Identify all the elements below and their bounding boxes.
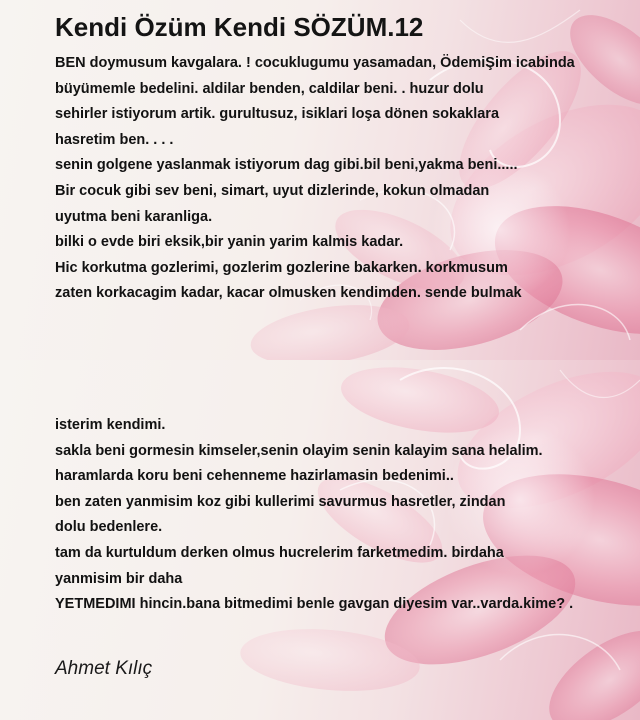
- poem-line: senin golgene yaslanmak istiyorum dag gibi.bil beni,yakma beni.....: [55, 157, 518, 174]
- poem-title: Kendi Özüm Kendi SÖZÜM.12: [55, 12, 424, 42]
- poem-line: uyutma beni karanliga.: [55, 208, 213, 225]
- poem-line: haramlarda koru beni cehenneme hazirlamasin bedenimi..: [55, 468, 454, 485]
- poem-line: sehirler istiyorum artik. gurultusuz, isiklari loşa dönen sokaklara: [55, 106, 500, 123]
- poem-line: BEN doymusum kavgalara. ! cocuklugumu yasamadan, ÖdemiŞim icabinda: [55, 55, 575, 71]
- poem-line: isterim kendimi.: [55, 417, 166, 433]
- poem-line: yanmisim bir daha: [55, 570, 183, 587]
- poem-author: Ahmet Kılıç: [55, 658, 153, 679]
- poem-line: Hic korkutma gozlerimi, gozlerim gozlerine bakarken. korkmusum: [55, 259, 508, 276]
- poem-stanza-1: [55, 51, 575, 307]
- poem-stanza-2: [55, 413, 573, 618]
- poem-line: YETMEDIMI hincin.bana bitmedimi benle gavgan diyesim var..varda.kime? .: [55, 596, 574, 613]
- poem-line: zaten korkacagim kadar, kacar olmusken kendimden. sende bulmak: [55, 285, 522, 302]
- poem-line: bilki o evde biri eksik,bir yanin yarim kalmis kadar.: [55, 234, 404, 251]
- poem-line: dolu bedenlere.: [55, 519, 163, 536]
- poem-line: Bir cocuk gibi sev beni, simart, uyut dizlerinde, kokun olmadan: [55, 182, 490, 199]
- poem-line: ben zaten yanmisim koz gibi kullerimi savurmus hasretler, zindan: [55, 493, 506, 510]
- poem-line: hasretim ben. . . .: [55, 131, 174, 148]
- poem-line: sakla beni gormesin kimseler,senin olayim senin kalayim sana helalim.: [55, 442, 543, 459]
- poem-line: tam da kurtuldum derken olmus hucrelerim farketmedim. birdaha: [55, 544, 504, 561]
- poem-line: büyümemle bedelini. aldilar benden, caldilar beni. . huzur dolu: [55, 80, 484, 97]
